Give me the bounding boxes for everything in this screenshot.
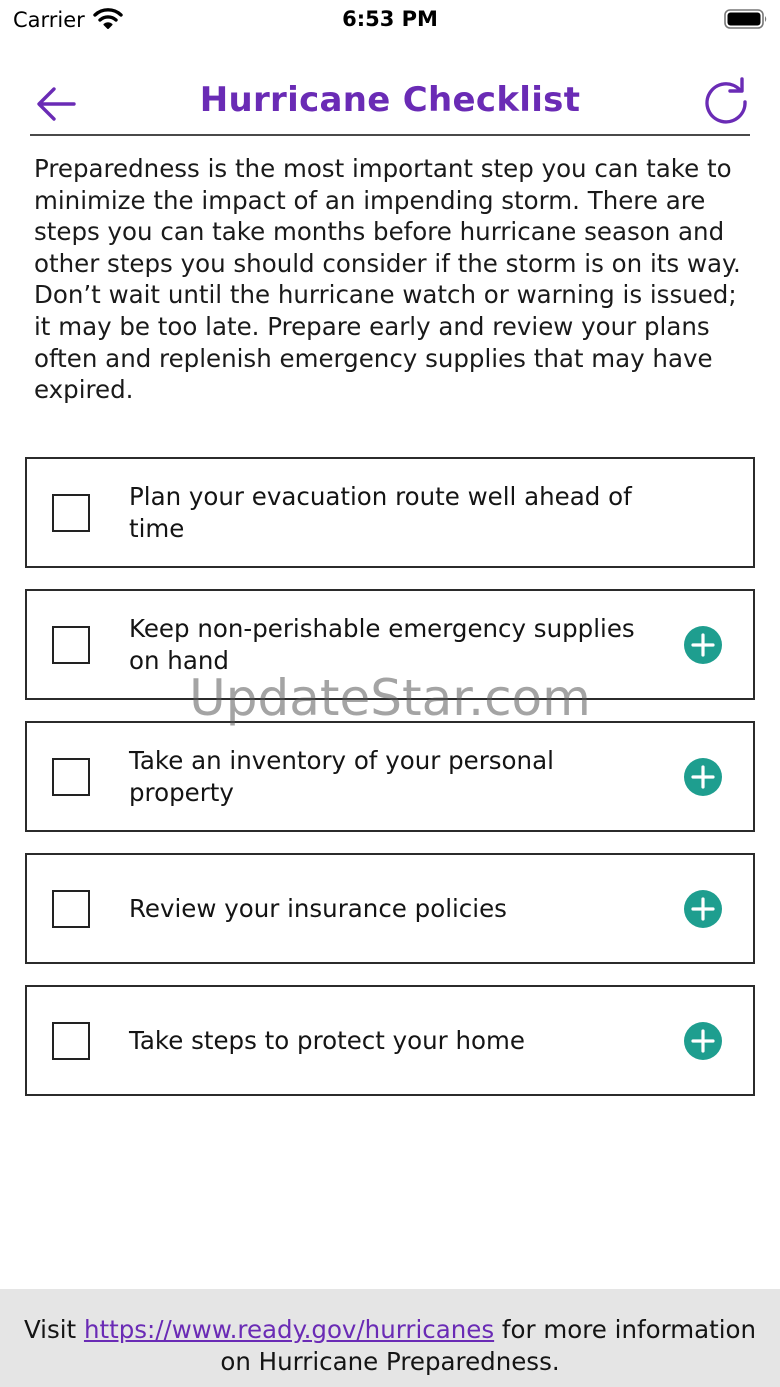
watermark: UpdateStar.com	[189, 669, 591, 727]
battery-icon	[724, 9, 768, 29]
carrier-label: Carrier	[13, 8, 85, 32]
checklist-item[interactable]	[25, 721, 755, 832]
status-bar	[0, 0, 780, 40]
checklist-item-label: Take an inventory of your personal property	[129, 746, 554, 807]
checklist-item[interactable]	[25, 985, 755, 1096]
footer-text	[20, 1314, 760, 1377]
ready-gov-link[interactable]: https://www.ready.gov/hurricanes	[83, 1315, 495, 1344]
intro-paragraph: Preparedness is the most important step you can take to minimize the impact of an impending storm. There are steps you can take months before hurricane season and other steps you should consider if the storm is on its way. Don’t wait until the hurricane watch or warning is issued; it may be too late. Prepare early and review your plans often and replenish emergency supplies that may have expired.	[34, 154, 741, 405]
checklist-item-label: Plan your evacuation route well ahead of time	[129, 482, 632, 543]
footer-suffix: for more information on Hurricane Preparedness.	[220, 1315, 757, 1376]
checklist-item[interactable]	[25, 589, 755, 700]
page-title: Hurricane Checklist	[199, 80, 581, 120]
checklist-item-label: Keep non-perishable emergency supplies on hand	[129, 614, 635, 675]
footer	[0, 1289, 780, 1387]
checkbox[interactable]	[52, 494, 90, 532]
plus-circle-icon[interactable]	[684, 890, 722, 928]
checkbox[interactable]	[52, 758, 90, 796]
checklist-item-label: Take steps to protect your home	[129, 1025, 525, 1055]
status-time: 6:53 PM	[342, 7, 438, 31]
checklist-item[interactable]	[25, 457, 755, 568]
plus-circle-icon[interactable]	[684, 1022, 722, 1060]
back-arrow-icon[interactable]	[34, 82, 78, 126]
checkbox[interactable]	[52, 626, 90, 664]
checkbox[interactable]	[52, 890, 90, 928]
header-divider	[30, 134, 750, 136]
plus-circle-icon[interactable]	[684, 758, 722, 796]
refresh-icon[interactable]	[701, 76, 751, 126]
checkbox[interactable]	[52, 1022, 90, 1060]
checklist-item-label: Review your insurance policies	[129, 893, 507, 923]
checklist-item[interactable]	[25, 853, 755, 964]
footer-prefix: Visit	[23, 1315, 84, 1344]
plus-circle-icon[interactable]	[684, 626, 722, 664]
